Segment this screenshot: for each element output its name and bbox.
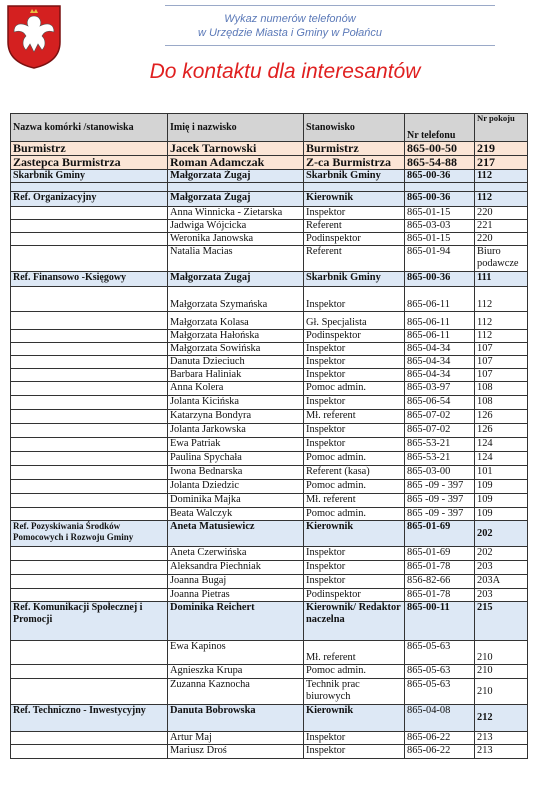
cell-phone: 865-06-22 (405, 745, 475, 759)
table-row (11, 287, 528, 312)
cell-name: Beata Walczyk (168, 508, 304, 521)
table-row (11, 246, 528, 272)
cell-name: Małgorzata Sowińska (168, 343, 304, 356)
table-row (11, 480, 528, 494)
table-row (11, 547, 528, 561)
cell-name: Artur Maj (168, 732, 304, 745)
cell-name: Joanna Bugaj (168, 575, 304, 589)
cell-unit (11, 732, 168, 745)
cell-phone: 865-06-11 (405, 287, 475, 312)
cell-name: Barbara Haliniak (168, 369, 304, 382)
table-row (11, 424, 528, 438)
cell-unit (11, 494, 168, 508)
cell-room: 112 (475, 192, 528, 207)
cell-name: Aneta Matusiewicz (168, 521, 304, 547)
cell-name: Jacek Tarnowski (168, 142, 304, 156)
cell-room: 109 (475, 508, 528, 521)
cell-unit (11, 589, 168, 602)
cell-phone: 865 -09 - 397 (405, 494, 475, 508)
cell-unit (11, 745, 168, 759)
cell-phone: 865-03-97 (405, 382, 475, 396)
cell-position: Inspektor (304, 547, 405, 561)
cell-name: Jolanta Jarkowska (168, 424, 304, 438)
table-header-row (11, 114, 528, 142)
cell-unit (11, 312, 168, 330)
cell-room: 111 (475, 272, 528, 287)
leadership-row (11, 156, 528, 170)
table-row (11, 589, 528, 602)
cell-room: 108 (475, 382, 528, 396)
cell-position: Pomoc admin. (304, 508, 405, 521)
cell-phone: 865-53-21 (405, 438, 475, 452)
cell-unit (11, 207, 168, 220)
cell-position: Inspektor (304, 343, 405, 356)
cell-position: Skarbnik Gminy (304, 272, 405, 287)
cell-position: Inspektor (304, 438, 405, 452)
cell-room: 124 (475, 438, 528, 452)
cell-unit (11, 452, 168, 466)
cell-room: 202 (475, 521, 528, 547)
cell-room: 217 (475, 156, 528, 170)
cell-name: Mariusz Droś (168, 745, 304, 759)
table-row (11, 665, 528, 679)
cell-unit: Skarbnik Gminy (11, 170, 168, 183)
table-row (11, 233, 528, 246)
cell-room: 220 (475, 233, 528, 246)
cell-room: 107 (475, 343, 528, 356)
cell-phone: 865-06-11 (405, 330, 475, 343)
cell-unit (11, 369, 168, 382)
cell-room: 203 (475, 589, 528, 602)
cell-phone: 865 -09 - 397 (405, 480, 475, 494)
table-row (11, 356, 528, 369)
cell-unit (11, 508, 168, 521)
cell-unit (11, 575, 168, 589)
cell-room: 112 (475, 287, 528, 312)
cell-position: Mł. referent (304, 494, 405, 508)
table-row (11, 745, 528, 759)
header-name: Imię i nazwisko (168, 114, 304, 142)
cell-name: Danuta Bobrowska (168, 705, 304, 732)
cell-phone: 865-06-22 (405, 732, 475, 745)
cell-position: Podinspektor (304, 589, 405, 602)
table-row (11, 452, 528, 466)
cell-name: Paulina Spychała (168, 452, 304, 466)
cell-room: Biuro podawcze (475, 246, 528, 272)
table-row (11, 508, 528, 521)
cell-room: 112 (475, 312, 528, 330)
cell-phone: 865-05-63 (405, 641, 475, 665)
cell-phone: 865-04-34 (405, 356, 475, 369)
cell-unit (11, 561, 168, 575)
cell-room: 109 (475, 480, 528, 494)
cell-name: Zuzanna Kaznocha (168, 679, 304, 705)
cell-unit (11, 220, 168, 233)
cell-phone: 865-06-54 (405, 396, 475, 410)
cell-unit (11, 424, 168, 438)
cell-position: Inspektor (304, 561, 405, 575)
cell-name: Danuta Dzieciuch (168, 356, 304, 369)
cell-position: Burmistrz (304, 142, 405, 156)
table-row (11, 382, 528, 396)
cell-room: 220 (475, 207, 528, 220)
phone-directory-table (10, 113, 528, 759)
table-row (11, 369, 528, 382)
header-rule-bottom (165, 45, 495, 46)
cell-position: Pomoc admin. (304, 480, 405, 494)
cell-phone: 865-01-15 (405, 233, 475, 246)
cell-position: Referent (kasa) (304, 466, 405, 480)
cell-position: Mł. referent (304, 410, 405, 424)
cell-name: Jolanta Kicińska (168, 396, 304, 410)
cell-room: 219 (475, 142, 528, 156)
cell-position: Inspektor (304, 396, 405, 410)
cell-name: Aleksandra Piechniak (168, 561, 304, 575)
cell-phone: 865-01-69 (405, 521, 475, 547)
cell-room: 126 (475, 410, 528, 424)
cell-position: Inspektor (304, 575, 405, 589)
table-row (11, 220, 528, 233)
cell-name: Dominika Reichert (168, 602, 304, 641)
cell-room: 112 (475, 330, 528, 343)
header-room: Nr pokoju (475, 114, 528, 142)
cell-phone (405, 183, 475, 192)
cell-room: 112 (475, 170, 528, 183)
cell-room: 107 (475, 369, 528, 382)
cell-phone: 865-01-69 (405, 547, 475, 561)
cell-room: 210 (475, 641, 528, 665)
cell-room: 203 (475, 561, 528, 575)
cell-unit (11, 343, 168, 356)
cell-phone: 865-04-34 (405, 369, 475, 382)
cell-unit: Zastepca Burmistrza (11, 156, 168, 170)
cell-name: Małgorzata Żugaj (168, 272, 304, 287)
cell-position: Podinspektor (304, 330, 405, 343)
cell-unit (11, 438, 168, 452)
table-row (11, 494, 528, 508)
subtitle-line-2: w Urzędzie Miasta i Gminy w Połańcu (197, 27, 382, 39)
cell-name: Aneta Czerwińska (168, 547, 304, 561)
cell-unit (11, 246, 168, 272)
cell-position: Inspektor (304, 745, 405, 759)
cell-phone: 865-01-78 (405, 589, 475, 602)
cell-unit: Ref. Finansowo -Księgowy (11, 272, 168, 287)
cell-position: Z-ca Burmistrza (304, 156, 405, 170)
cell-name: Jolanta Dziedzic (168, 480, 304, 494)
header-rule-top (165, 5, 495, 6)
department-row (11, 705, 528, 732)
cell-name: Weronika Janowska (168, 233, 304, 246)
cell-unit (11, 480, 168, 494)
table-row (11, 343, 528, 356)
spacer-row (11, 183, 528, 192)
cell-unit: Ref. Pozyskiwania Środków Pomocowych i Rozwoju Gminy (11, 521, 168, 547)
cell-phone: 865-00-36 (405, 192, 475, 207)
cell-phone: 856-82-66 (405, 575, 475, 589)
table-row (11, 641, 528, 665)
cell-phone: 865-03-03 (405, 220, 475, 233)
cell-unit (11, 233, 168, 246)
cell-phone: 865-01-15 (405, 207, 475, 220)
department-row (11, 602, 528, 641)
cell-position: Pomoc admin. (304, 452, 405, 466)
cell-position: Inspektor (304, 207, 405, 220)
cell-phone: 865-00-11 (405, 602, 475, 641)
cell-phone: 865-05-63 (405, 665, 475, 679)
cell-unit (11, 665, 168, 679)
cell-phone: 865-01-94 (405, 246, 475, 272)
cell-unit (11, 641, 168, 665)
header-phone: Nr telefonu (405, 114, 475, 142)
cell-phone: 865-03-00 (405, 466, 475, 480)
table-row (11, 438, 528, 452)
cell-room: 210 (475, 679, 528, 705)
cell-unit (11, 396, 168, 410)
cell-name: Ewa Patriak (168, 438, 304, 452)
cell-name (168, 183, 304, 192)
cell-name: Dominika Majka (168, 494, 304, 508)
table-row (11, 575, 528, 589)
cell-name: Anna Kolera (168, 382, 304, 396)
department-row (11, 192, 528, 207)
cell-position: Inspektor (304, 424, 405, 438)
cell-name: Joanna Pietras (168, 589, 304, 602)
cell-room (475, 183, 528, 192)
cell-name: Małgorzata Żugaj (168, 192, 304, 207)
cell-position: Pomoc admin. (304, 665, 405, 679)
cell-room: 124 (475, 452, 528, 466)
cell-name: Roman Adamczak (168, 156, 304, 170)
cell-unit: Burmistrz (11, 142, 168, 156)
table-row (11, 330, 528, 343)
cell-unit (11, 547, 168, 561)
cell-name: Małgorzata Hałońska (168, 330, 304, 343)
page-title: Do kontaktu dla interesantów (149, 60, 421, 83)
leadership-row (11, 142, 528, 156)
cell-unit: Ref. Techniczno - Inwestycyjny (11, 705, 168, 732)
cell-name: Jadwiga Wójcicka (168, 220, 304, 233)
department-row (11, 170, 528, 183)
cell-phone: 865-04-08 (405, 705, 475, 732)
cell-name: Małgorzata Szymańska (168, 287, 304, 312)
table-row (11, 396, 528, 410)
cell-phone: 865-07-02 (405, 410, 475, 424)
cell-position: Technik prac biurowych (304, 679, 405, 705)
cell-phone: 865-00-50 (405, 142, 475, 156)
table-row (11, 561, 528, 575)
cell-phone: 865-53-21 (405, 452, 475, 466)
cell-unit (11, 287, 168, 312)
subtitle-line-1: Wykaz numerów telefonów (224, 13, 356, 25)
coat-of-arms-icon (6, 4, 62, 70)
cell-room: 203A (475, 575, 528, 589)
cell-position (304, 183, 405, 192)
header-unit: Nazwa komórki /stanowiska (11, 114, 168, 142)
cell-unit (11, 382, 168, 396)
cell-name: Iwona Bednarska (168, 466, 304, 480)
cell-room: 215 (475, 602, 528, 641)
table-row (11, 732, 528, 745)
cell-room: 101 (475, 466, 528, 480)
cell-unit (11, 466, 168, 480)
department-row (11, 521, 528, 547)
cell-name: Małgorzata Żugaj (168, 170, 304, 183)
table-row (11, 410, 528, 424)
cell-position: Skarbnik Gminy (304, 170, 405, 183)
cell-position: Kierownik (304, 705, 405, 732)
cell-phone: 865-07-02 (405, 424, 475, 438)
cell-room: 212 (475, 705, 528, 732)
table-row (11, 207, 528, 220)
cell-room: 107 (475, 356, 528, 369)
cell-position: Kierownik (304, 521, 405, 547)
cell-position: Referent (304, 246, 405, 272)
cell-room: 221 (475, 220, 528, 233)
cell-name: Agnieszka Krupa (168, 665, 304, 679)
table-row (11, 466, 528, 480)
cell-phone: 865-05-63 (405, 679, 475, 705)
department-row (11, 272, 528, 287)
cell-unit: Ref. Komunikacji Społecznej i Promocji (11, 602, 168, 641)
cell-position: Pomoc admin. (304, 382, 405, 396)
cell-room: 109 (475, 494, 528, 508)
cell-position: Inspektor (304, 287, 405, 312)
cell-phone: 865-04-34 (405, 343, 475, 356)
cell-position: Mł. referent (304, 641, 405, 665)
cell-phone: 865-01-78 (405, 561, 475, 575)
cell-name: Anna Winnicka - Zietarska (168, 207, 304, 220)
cell-position: Inspektor (304, 732, 405, 745)
cell-unit (11, 183, 168, 192)
table-row (11, 312, 528, 330)
table-row (11, 679, 528, 705)
cell-position: Inspektor (304, 356, 405, 369)
cell-position: Inspektor (304, 369, 405, 382)
cell-name: Natalia Macias (168, 246, 304, 272)
header-position: Stanowisko (304, 114, 405, 142)
cell-position: Kierownik/ Redaktor naczelna (304, 602, 405, 641)
cell-unit (11, 679, 168, 705)
cell-position: Gł. Specjalista (304, 312, 405, 330)
cell-room: 126 (475, 424, 528, 438)
cell-phone: 865-00-36 (405, 170, 475, 183)
cell-phone: 865-06-11 (405, 312, 475, 330)
cell-position: Kierownik (304, 192, 405, 207)
document-header (0, 0, 535, 110)
cell-unit (11, 330, 168, 343)
cell-room: 108 (475, 396, 528, 410)
cell-room: 210 (475, 665, 528, 679)
cell-position: Podinspektor (304, 233, 405, 246)
cell-phone: 865-54-88 (405, 156, 475, 170)
cell-unit: Ref. Organizacyjny (11, 192, 168, 207)
cell-name: Ewa Kapinos (168, 641, 304, 665)
cell-name: Małgorzata Kolasa (168, 312, 304, 330)
cell-room: 202 (475, 547, 528, 561)
cell-room: 213 (475, 732, 528, 745)
cell-position: Referent (304, 220, 405, 233)
cell-phone: 865 -09 - 397 (405, 508, 475, 521)
cell-unit (11, 356, 168, 369)
cell-unit (11, 410, 168, 424)
cell-name: Katarzyna Bondyra (168, 410, 304, 424)
cell-phone: 865-00-36 (405, 272, 475, 287)
cell-room: 213 (475, 745, 528, 759)
